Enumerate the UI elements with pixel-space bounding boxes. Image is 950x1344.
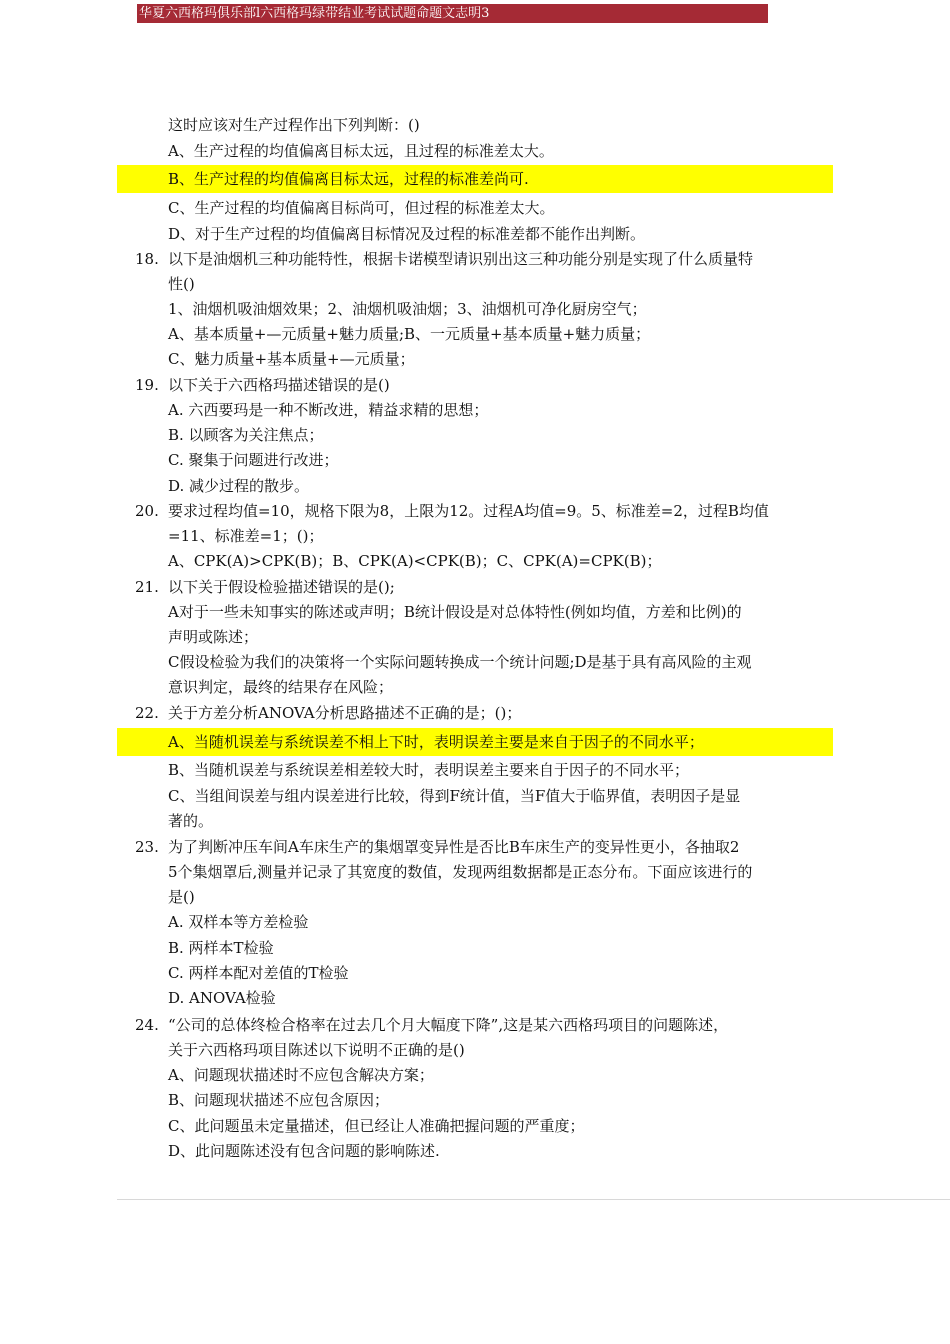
question-24-text: 关于六西格玛项目陈述以下说明不正确的是() xyxy=(168,1041,465,1059)
option-d: D、此问题陈述没有包含问题的影响陈述. xyxy=(168,1142,440,1160)
option-a: A、问题现状描述时不应包含解决方案； xyxy=(168,1066,434,1084)
option-b: B、问题现状描述不应包含原因； xyxy=(168,1091,390,1109)
question-18-text: 以下是油烟机三种功能特性，根据卡诺模型请识别出这三种功能分别是实现了什么质量特 xyxy=(168,250,754,268)
option-a: A、生产过程的均值偏离目标太远，且过程的标准差太大。 xyxy=(168,142,554,160)
question-23-text: 5个集烟罩后,测量并记录了其宽度的数值，发现两组数据都是正态分布。下面应该进行的 xyxy=(168,863,753,881)
question-23-text: 是() xyxy=(168,888,195,906)
question-number-21: 21. xyxy=(135,578,159,596)
option-a: A. 双样本等方差检验 xyxy=(168,913,309,931)
question-18-text: 性() xyxy=(168,275,195,293)
option-cd: 意识判定，最终的结果存在风险； xyxy=(168,678,394,696)
question-19-text: 以下关于六西格玛描述错误的是() xyxy=(168,376,390,394)
option-a: A. 六西要玛是一种不断改进，精益求精的思想； xyxy=(168,401,489,419)
option-d: D. ANOVA检验 xyxy=(168,989,276,1007)
option-ab: A、基本质量+—元质量+魅力质量;B、一元质量+基本质量+魅力质量； xyxy=(168,325,651,343)
option-d: D. 减少过程的散步。 xyxy=(168,477,310,495)
option-c: C、此问题虽未定量描述，但已经让人准确把握问题的严重度； xyxy=(168,1117,585,1135)
option-b: B、生产过程的均值偏离目标太远，过程的标准差尚可. xyxy=(168,170,529,188)
option-c: C. 两样本配对差值的T检验 xyxy=(168,964,349,982)
option-b: B. 以顾客为关注焦点； xyxy=(168,426,324,444)
option-c: C、生产过程的均值偏离目标尚可，但过程的标准差太大。 xyxy=(168,199,555,217)
option-d: D、对于生产过程的均值偏离目标情况及过程的标准差都不能作出判断。 xyxy=(168,225,646,243)
question-20-text: =11、标准差=1；()； xyxy=(168,527,324,545)
option-c: C. 聚集于问题进行改进； xyxy=(168,451,339,469)
document-header-banner: 华夏六西格玛俱乐部l六西格玛绿带结业考试试题命题文志明3 xyxy=(137,4,768,23)
page-bottom-divider xyxy=(117,1199,950,1200)
question-number-23: 23. xyxy=(135,838,159,856)
question-number-24: 24. xyxy=(135,1016,159,1034)
question-number-20: 20. xyxy=(135,502,159,520)
option-b: B. 两样本T检验 xyxy=(168,939,274,957)
question-20-options: A、CPK(A)>CPK(B)；B、CPK(A)<CPK(B)；C、CPK(A)=CPK(B)； xyxy=(168,552,662,570)
option-cd: C假设检验为我们的决策将一个实际问题转换成一个统计问题;D是基于具有高风险的主观 xyxy=(168,653,752,671)
question-23-text: 为了判断冲压车间A车床生产的集烟罩变异性是否比B车床生产的变异性更小，各抽取2 xyxy=(168,838,740,856)
option-c: C、魅力质量+基本质量+—元质量； xyxy=(168,350,415,368)
question-number-19: 19. xyxy=(135,376,159,394)
question-22-text: 关于方差分析ANOVA分析思路描述不正确的是；()； xyxy=(168,704,522,722)
option-a: A、当随机误差与系统误差不相上下时，表明误差主要是来自于因子的不同水平； xyxy=(168,733,704,751)
question-stem: 这时应该对生产过程作出下列判断：() xyxy=(168,116,420,134)
question-20-text: 要求过程均值=10，规格下限为8，上限为12。过程A均值=9。5、标准差=2，过程B均值 xyxy=(168,502,769,520)
question-24-text: “公司的总体终检合格率在过去几个月大幅度下降”,这是某六西格玛项目的问题陈述， xyxy=(168,1016,729,1034)
question-18-features: 1、油烟机吸油烟效果；2、油烟机吸油烟；3、油烟机可净化厨房空气； xyxy=(168,300,647,318)
option-ab: 声明或陈述； xyxy=(168,628,259,646)
option-b: B、当随机误差与系统误差相差较大时，表明误差主要来自于因子的不同水平； xyxy=(168,761,690,779)
question-number-22: 22. xyxy=(135,704,159,722)
option-c: 著的。 xyxy=(168,812,214,830)
option-c: C、当组间误差与组内误差进行比较，得到F统计值，当F值大于临界值，表明因子是显 xyxy=(168,787,741,805)
question-number-18: 18. xyxy=(135,250,159,268)
question-21-text: 以下关于假设检验描述错误的是(); xyxy=(168,578,395,596)
option-ab: A对于一些未知事实的陈述或声明；B统计假设是对总体特性(例如均值，方差和比例)的 xyxy=(168,603,742,621)
